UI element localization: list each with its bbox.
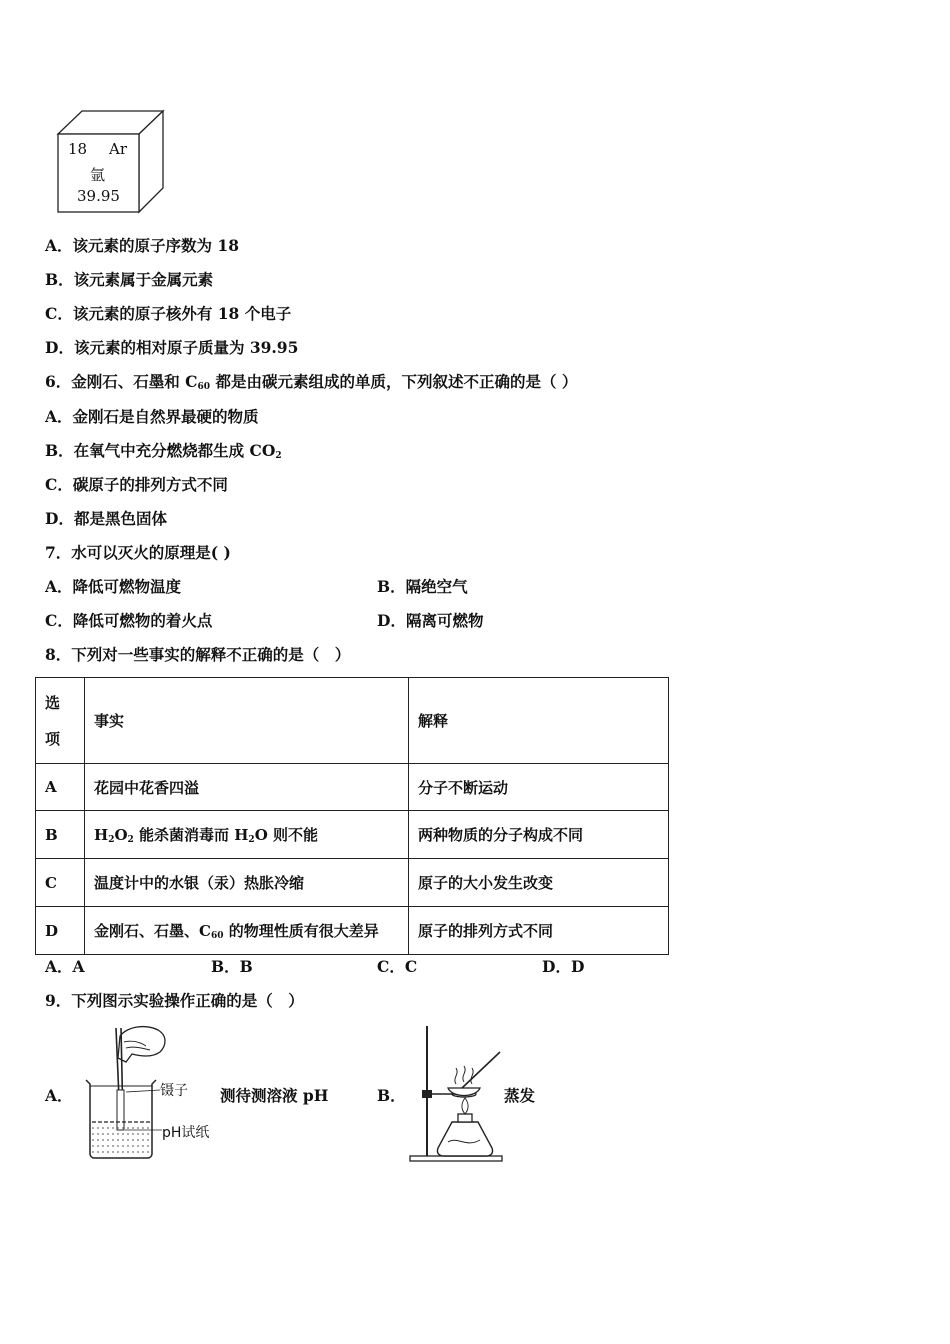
q5-option-a: A．该元素的原子序数为 18 [45,236,239,255]
q9-option-a-label: A． [45,1086,73,1105]
q7-option-d: D．隔离可燃物 [377,611,484,630]
q6-stem-subscript: 60 [197,382,211,392]
q9-option-b-caption: 蒸发 [504,1086,536,1105]
q6-stem [45,372,577,397]
q6-option-b-text: B．在氧气中充分燃烧都生成 CO [45,441,276,460]
q7-option-b: B．隔绝空气 [377,577,468,596]
formula-part: 金刚石、石墨、C [94,922,211,940]
q8-choice-a: A．A [45,957,85,976]
q5-option-c: C．该元素的原子核外有 18 个电子 [45,304,292,323]
table-row [36,907,669,955]
q8-choice-c: C．C [377,957,418,976]
element-atomic-number: 18 [68,140,88,158]
q7-option-c: C．降低可燃物的着火点 [45,611,213,630]
q6-option-a: A．金刚石是自然界最硬的物质 [45,407,259,426]
q8-header-fact: 事实 [85,678,409,764]
q8-table [35,677,669,955]
q8-row-option: D [36,907,85,955]
formula-subscript: 2 [108,835,115,845]
q8-header-option-line1: 选 [45,693,61,712]
q8-stem: 8．下列对一些事实的解释不正确的是（ ） [45,645,351,664]
q7-option-a: A．降低可燃物温度 [45,577,182,596]
q8-row-reason: 原子的大小发生改变 [409,859,669,907]
tweezers-label: 镊子 [160,1083,188,1099]
ph-paper-label: pH试纸 [162,1125,210,1141]
q8-row-option: A [36,764,85,811]
q5-option-b: B．该元素属于金属元素 [45,270,214,289]
formula-subscript: 60 [210,931,224,941]
q6-option-b-subscript: 2 [275,451,282,461]
hand-icon [118,1027,165,1062]
q8-header-option [36,678,85,764]
q8-row-option: B [36,811,85,859]
q8-table-header-row [36,678,669,764]
q6-stem-part: 6．金刚石、石墨和 C [45,372,198,391]
q9-option-b-label: B． [377,1086,406,1105]
q6-option-d: D．都是黑色固体 [45,509,167,528]
element-symbol: Ar [109,140,128,158]
table-row [36,859,669,907]
q8-row-fact: 温度计中的水银（汞）热胀冷缩 [85,859,409,907]
q8-row-reason: 原子的排列方式不同 [409,907,669,955]
formula-subscript: 2 [248,835,255,845]
formula-part: O [114,826,128,844]
q8-header-reason: 解释 [409,678,669,764]
evaporation-illustration [408,1022,508,1164]
q6-option-c: C．碳原子的排列方式不同 [45,475,228,494]
q9-stem: 9．下列图示实验操作正确的是（ ） [45,991,304,1010]
q5-option-d: D．该元素的相对原子质量为 39.95 [45,338,299,357]
formula-part: 的物理性质有很大差异 [223,922,379,940]
table-row [36,764,669,811]
q8-row-fact: 花园中花香四溢 [85,764,409,811]
q6-option-b [45,441,282,466]
q8-header-option-line2: 项 [45,729,61,748]
q8-row-fact [85,907,409,955]
q7-stem: 7．水可以灭火的原理是( ) [45,543,231,562]
q8-row-fact [85,811,409,859]
q8-choice-d: D．D [542,957,585,976]
q6-stem-part: 都是由碳元素组成的单质，下列叙述不正确的是（ ） [210,372,578,391]
q9-option-a-caption: 测待测溶液 pH [220,1086,329,1105]
q8-row-option: C [36,859,85,907]
formula-part: 能杀菌消毒而 H [133,826,249,844]
formula-part: O 则不能 [254,826,318,844]
q8-row-reason: 分子不断运动 [409,764,669,811]
element-name: 氩 [90,166,106,184]
q8-choice-b: B．B [211,957,253,976]
element-atomic-mass: 39.95 [77,187,120,205]
formula-subscript: 2 [127,835,134,845]
table-row [36,811,669,859]
q8-row-reason: 两种物质的分子构成不同 [409,811,669,859]
formula-part: H [94,826,109,844]
